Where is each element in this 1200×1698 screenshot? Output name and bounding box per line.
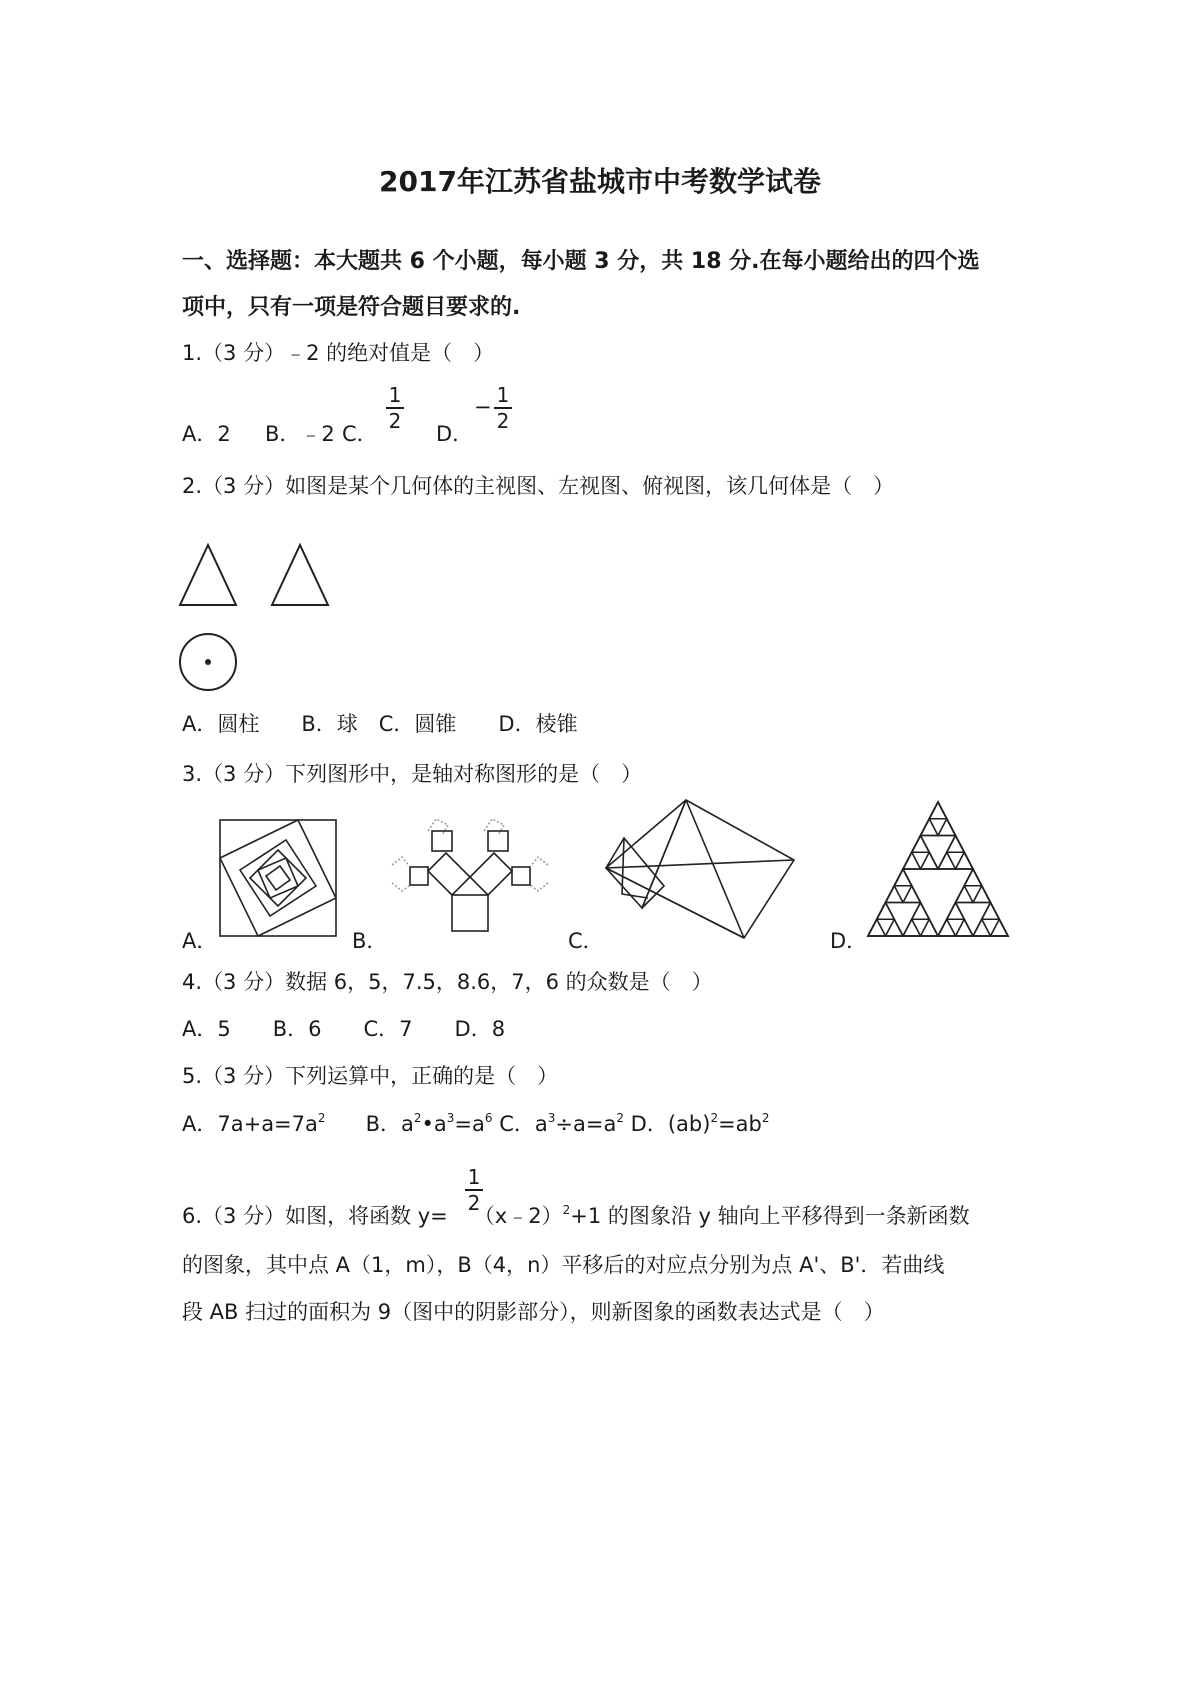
sierpinski-triangle <box>964 869 982 886</box>
sierpinski-triangle <box>956 852 974 869</box>
fraction-numerator: 1 <box>467 1165 481 1189</box>
sierpinski-triangle <box>868 919 886 936</box>
q5-option-b: B．$a^2•a^3=a^6$ <box>365 1111 493 1136</box>
q6-fraction <box>463 1166 485 1214</box>
rotated-square-2 <box>240 840 316 916</box>
tree-dotted-sub-branches <box>392 819 548 891</box>
q3-label-a: A． <box>182 929 218 953</box>
sierpinski-triangle <box>947 836 965 853</box>
sierpinski-triangle <box>886 919 904 936</box>
tree-left-branch <box>428 853 470 895</box>
sierpinski-triangle <box>921 852 939 869</box>
tree-left-side-leaf <box>410 867 428 885</box>
q6-line3: 段 AB 扫过的面积为 9（图中的阴影部分），则新图象的函数表达式是（ ） <box>182 1300 885 1324</box>
q4-stem: 4.（3 分）数据 6，5，7.5，8.6，7，6 的众数是（ ） <box>182 970 713 994</box>
sierpinski-triangle <box>929 802 947 819</box>
q5-stem: 5.（3 分）下列运算中，正确的是（ ） <box>182 1064 559 1088</box>
sierpinski-triangle <box>921 819 939 836</box>
spiral-outer-shape <box>606 800 794 938</box>
fraction-numerator: 1 <box>496 383 510 407</box>
q1-fraction-d <box>492 384 514 432</box>
section-header-line1: 一、选择题：本大题共 6 个小题，每小题 3 分，共 18 分.在每小题给出的四个选 <box>182 249 980 274</box>
spiral-triangle-small <box>606 800 686 908</box>
sierpinski-triangle <box>973 919 991 936</box>
spiral-line-1 <box>686 800 744 938</box>
q3-figure-d-sierpinski-triangle <box>866 800 1016 940</box>
q1-fraction-c <box>384 384 406 432</box>
outer-square <box>220 820 336 936</box>
q3-stem: 3.（3 分）下列图形中，是轴对称图形的是（ ） <box>182 762 643 786</box>
front-view-triangle <box>180 545 236 605</box>
sierpinski-triangle <box>894 869 912 886</box>
spiral-line-4 <box>606 868 744 938</box>
sierpinski-triangle <box>956 886 974 903</box>
tree-left-leaf <box>432 831 452 851</box>
sierpinski-triangle <box>912 903 930 920</box>
fraction-denominator: 2 <box>467 1191 481 1215</box>
q3-label-c: C． <box>568 929 604 953</box>
sierpinski-triangle <box>947 903 965 920</box>
sierpinski-triangle <box>912 836 930 853</box>
side-view-triangle <box>272 545 328 605</box>
sierpinski-triangle <box>982 903 1000 920</box>
q1-stem: 1.（3 分）﹣2 的绝对值是（ ） <box>182 341 495 365</box>
q6-line2: 的图象，其中点 A（1，m），B（4，n）平移后的对应点分别为点 A'、B'．若曲线 <box>182 1253 945 1277</box>
sierpinski-lines <box>868 802 1008 936</box>
rotated-square-1 <box>220 820 336 936</box>
fraction-numerator: 1 <box>388 383 402 407</box>
sierpinski-triangle <box>938 852 956 869</box>
section-header-line2: 项中，只有一项是符合题目要求的. <box>182 295 521 320</box>
q5-option-a: A．$7a+a=7a^2$ <box>182 1111 326 1136</box>
q3-figure-b-pythagoras-tree <box>388 805 552 935</box>
sierpinski-triangle <box>938 919 956 936</box>
sierpinski-triangle <box>903 919 921 936</box>
sierpinski-triangle <box>877 903 895 920</box>
tree-trunk-square <box>452 895 488 931</box>
tree-right-branch <box>470 853 512 895</box>
q3-label-b: B． <box>352 929 388 953</box>
q1-option-d: D． <box>436 422 474 446</box>
fraction-denominator: 2 <box>388 409 402 433</box>
q2-stem: 2.（3 分）如图是某个几何体的主视图、左视图、俯视图，该几何体是（ ） <box>182 474 895 498</box>
tree-right-side-leaf <box>512 867 530 885</box>
sierpinski-triangle <box>956 919 974 936</box>
top-view-center-dot <box>205 659 211 665</box>
q3-figure-a-nested-squares <box>218 818 338 938</box>
q5-options <box>182 1108 770 1138</box>
sierpinski-triangle <box>903 886 921 903</box>
spiral-line-3 <box>606 860 794 868</box>
q3-label-d: D． <box>830 929 868 953</box>
fraction-denominator: 2 <box>496 409 510 433</box>
sierpinski-triangle <box>886 886 904 903</box>
sierpinski-triangle <box>991 919 1009 936</box>
q2-options: A．圆柱 B．球 C．圆锥 D．棱锥 <box>182 712 578 736</box>
q1-option-a: A．2 <box>182 422 231 446</box>
q1-option-c: C． <box>342 422 378 446</box>
page-title: 2017年江苏省盐城市中考数学试卷 <box>379 165 821 198</box>
tree-right-leaf <box>488 831 508 851</box>
sierpinski-triangle <box>921 919 939 936</box>
rotated-square-5 <box>266 866 290 890</box>
q2-three-views-figure <box>180 545 340 685</box>
sierpinski-triangle <box>903 852 921 869</box>
q5-option-c: C．$a^3\div a=a^2$ <box>499 1111 624 1136</box>
q6-line1: 6.（3 分）如图，将函数 y= （x﹣2）$^2$+1 的图象沿 y 轴向上平移得到一条新函数 <box>182 1203 970 1228</box>
q1-fraction-d-sign: − <box>474 395 492 419</box>
q3-figure-c-spiral-triangles <box>604 798 804 940</box>
q5-option-d: D．$(ab)^2=ab^2$ <box>630 1111 770 1136</box>
sierpinski-triangle <box>938 819 956 836</box>
q4-options: A．5 B．6 C．7 D．8 <box>182 1017 506 1041</box>
sierpinski-triangle <box>973 886 991 903</box>
q1-option-b: B．﹣2 <box>265 422 335 446</box>
